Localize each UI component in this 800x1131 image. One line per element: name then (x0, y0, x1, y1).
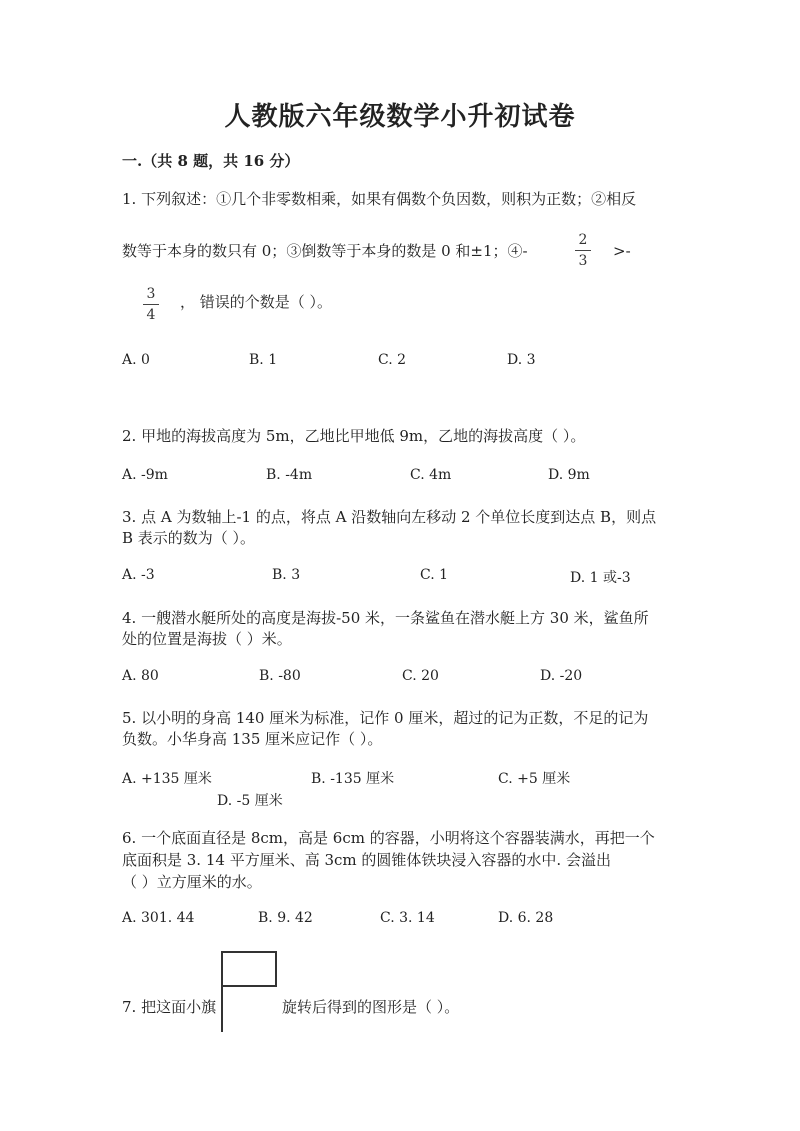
q3-option-a[interactable]: A. -3 (122, 567, 155, 583)
q3-line1: 3. 点 A 为数轴上-1 的点，将点 A 沿数轴向左移动 2 个单位长度到达点 B，则点 (122, 508, 657, 526)
q5-option-d[interactable]: D. -5 厘米 (217, 793, 283, 809)
q5-line2: 负数。小华身高 135 厘米应记作（ ）。 (122, 730, 383, 748)
flag-cloth (222, 952, 276, 986)
q4-option-d[interactable]: D. -20 (540, 668, 583, 684)
q7-prefix: 7. 把这面小旗 (122, 998, 217, 1016)
q2-option-c[interactable]: C. 4m (410, 467, 452, 483)
q6-option-c[interactable]: C. 3. 14 (380, 910, 435, 926)
fraction-bar (575, 250, 591, 251)
q1-fraction-3-4 (143, 286, 159, 323)
q4-line1: 4. 一艘潜水艇所处的高度是海拔-50 米，一条鲨鱼在潜水艇上方 30 米，鲨鱼所 (122, 609, 649, 627)
q1-compare-sign: >- (613, 242, 631, 260)
q6-option-a[interactable]: A. 301. 44 (122, 910, 195, 926)
q2-option-d[interactable]: D. 9m (548, 467, 590, 483)
fraction-bar (143, 304, 159, 305)
q4-option-a[interactable]: A. 80 (122, 668, 159, 684)
q2-option-a[interactable]: A. -9m (122, 467, 168, 483)
fraction-numerator: 3 (146, 286, 156, 302)
q1-option-d[interactable]: D. 3 (507, 352, 536, 368)
q5-line1: 5. 以小明的身高 140 厘米为标准，记作 0 厘米，超过的记为正数，不足的记为 (122, 709, 649, 727)
q4-option-b[interactable]: B. -80 (259, 668, 301, 684)
q1-option-c[interactable]: C. 2 (378, 352, 407, 368)
q3-line2: B 表示的数为（ ）。 (122, 529, 256, 547)
q1-line3: ， 错误的个数是（ ）。 (180, 293, 333, 311)
q6-option-d[interactable]: D. 6. 28 (498, 910, 554, 926)
q1-line1: 1. 下列叙述：①几个非零数相乘，如果有偶数个负因数，则积为正数；②相反 (122, 190, 637, 208)
q6-option-b[interactable]: B. 9. 42 (258, 910, 313, 926)
q1-line2: 数等于本身的数只有 0；③倒数等于本身的数是 0 和±1；④- (122, 242, 528, 260)
fraction-denominator: 3 (578, 253, 588, 269)
section-heading: 一.（共 8 题，共 16 分） (122, 152, 300, 170)
q3-option-c[interactable]: C. 1 (420, 567, 449, 583)
q5-option-c[interactable]: C. +5 厘米 (498, 771, 571, 787)
q4-option-c[interactable]: C. 20 (402, 668, 439, 684)
flag-figure (218, 950, 282, 1034)
q5-option-b[interactable]: B. -135 厘米 (311, 771, 395, 787)
q3-option-b[interactable]: B. 3 (272, 567, 301, 583)
q2-line1: 2. 甲地的海拔高度为 5m，乙地比甲地低 9m，乙地的海拔高度（ ）。 (122, 427, 586, 445)
q6-line2: 底面积是 3. 14 平方厘米、高 3cm 的圆锥体铁块浸入容器的水中. 会溢出 (122, 851, 611, 869)
q5-option-a[interactable]: A. +135 厘米 (122, 771, 212, 787)
q1-fraction-2-3 (575, 232, 591, 269)
q6-line3: （ ）立方厘米的水。 (122, 873, 262, 891)
q6-line1: 6. 一个底面直径是 8cm，高是 6cm 的容器，小明将这个容器装满水，再把一个 (122, 829, 655, 847)
q3-option-d[interactable]: D. 1 或-3 (570, 570, 631, 586)
fraction-denominator: 4 (146, 307, 156, 323)
q7-suffix: 旋转后得到的图形是（ ）。 (282, 998, 460, 1016)
q1-option-b[interactable]: B. 1 (249, 352, 278, 368)
fraction-numerator: 2 (578, 232, 588, 248)
q4-line2: 处的位置是海拔（ ）米。 (122, 630, 292, 648)
page-title: 人教版六年级数学小升初试卷 (224, 102, 576, 132)
q2-option-b[interactable]: B. -4m (266, 467, 313, 483)
q1-option-a[interactable]: A. 0 (122, 352, 150, 368)
